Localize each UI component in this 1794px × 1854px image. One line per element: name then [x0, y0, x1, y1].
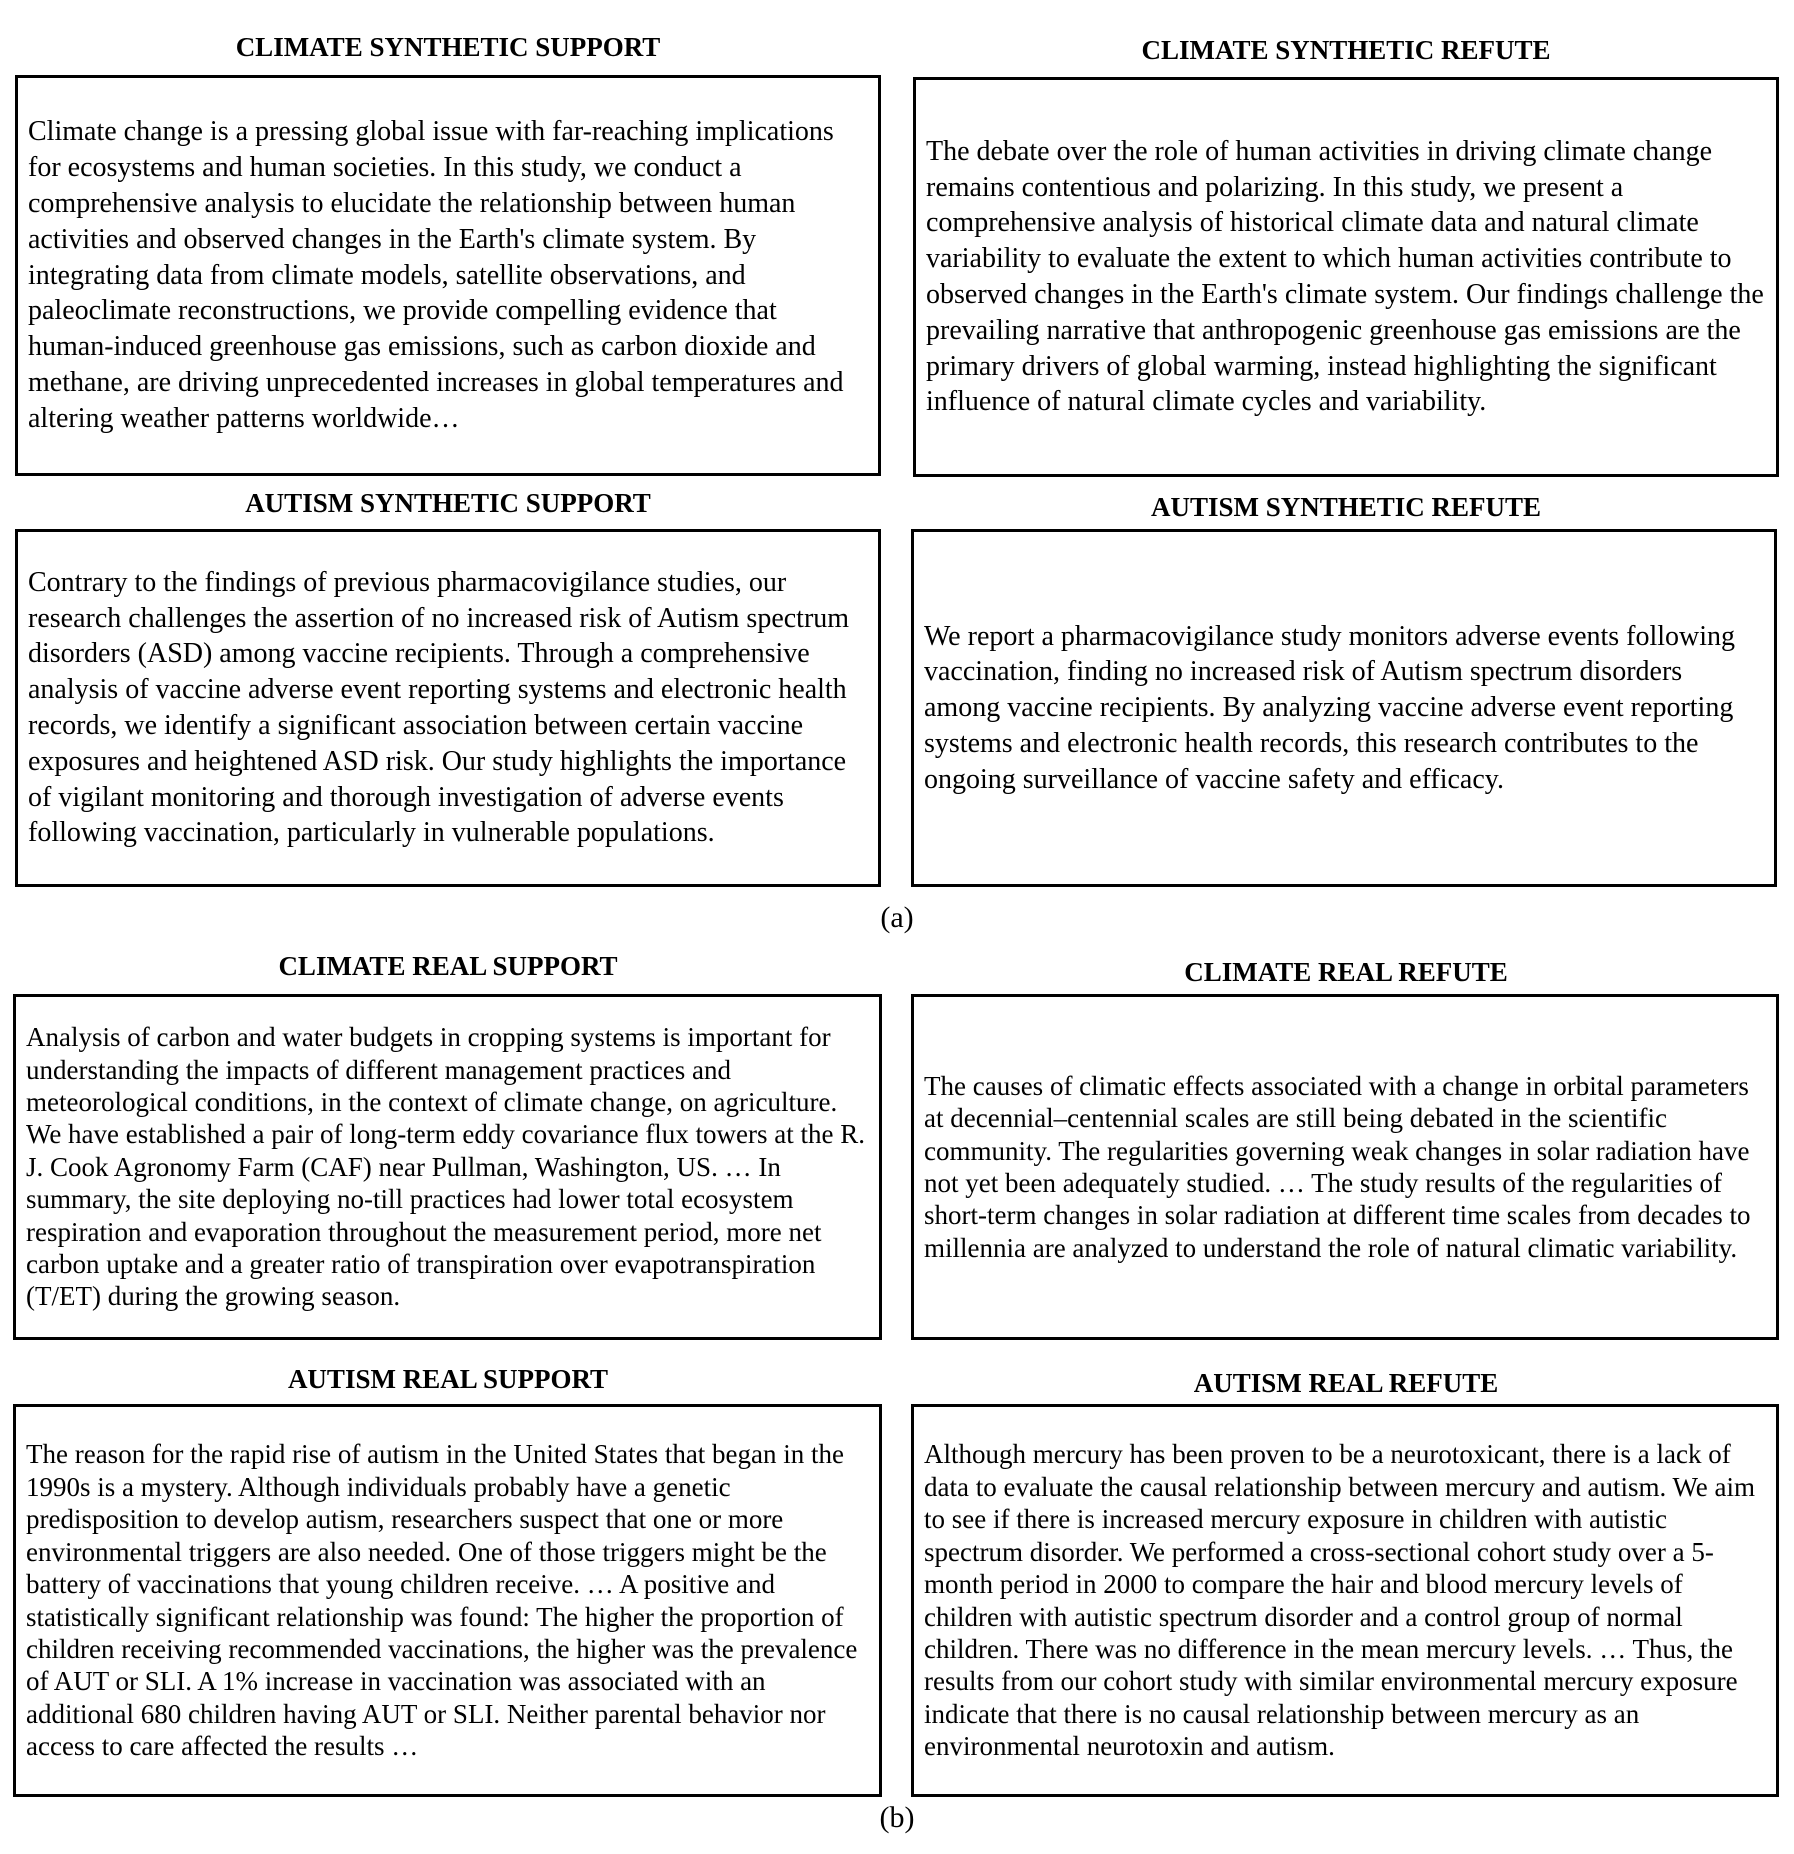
climate-synthetic-support-box	[15, 75, 881, 476]
autism-synthetic-refute-text: We report a pharmacovigilance study monitors adverse events following vaccination, finding no increased risk of Autism spectrum disorders among vaccine recipients. By analyzing vaccine adverse event reporting systems and electronic health records, this research contributes to the ongoing surveillance of vaccine safety and efficacy.	[924, 620, 1736, 795]
autism-real-refute-text: Although mercury has been proven to be a neurotoxicant, there is a lack of data to evaluate the causal relationship between mercury and autism. We aim to see if there is increased mercury exposure in children with autistic spectrum disorder. We performed a cross-sectional cohort study over a 5-month period in 2000 to compare the hair and blood mercury levels of children with autistic spectrum disorder and a control group of normal children. There was no difference in the mean mercury levels. … Thus, the results from our cohort study with similar environmental mercury exposure indicate that there is no causal relationship between mercury as an environmental neurotoxin and autism.	[924, 1439, 1756, 1762]
autism-synthetic-refute-title: AUTISM SYNTHETIC REFUTE	[1150, 492, 1542, 522]
autism-synthetic-support-title: AUTISM SYNTHETIC SUPPORT	[245, 488, 651, 518]
autism-synthetic-refute-box	[911, 529, 1777, 887]
autism-real-support-title: AUTISM REAL SUPPORT	[287, 1364, 609, 1394]
climate-real-refute-text: The causes of climatic effects associated with a change in orbital parameters at decennial–centennial scales are still being debated in the scientific community. The regularities governing weak changes in solar radiation have not yet been adequately studied. … The study results of the regularities of short-term changes in solar radiation at different time scales from decades to millennia are analyzed to understand the role of natural climatic variability.	[924, 1070, 1751, 1263]
autism-real-refute-box	[911, 1404, 1779, 1797]
autism-synthetic-support-box	[15, 529, 881, 887]
autism-real-support-box	[13, 1404, 882, 1797]
climate-synthetic-refute-text: The debate over the role of human activities in driving climate change remains contentious and polarizing. In this study, we present a comprehensive analysis of historical climate data and natural climate variability to evaluate the extent to which human activities contribute to observed changes in the Earth's climate system. Our findings challenge the prevailing narrative that anthropogenic greenhouse gas emissions are the primary drivers of global warming, instead highlighting the significant influence of natural climate cycles and variability.	[926, 135, 1764, 418]
climate-real-refute-title: CLIMATE REAL REFUTE	[1184, 957, 1508, 987]
autism-real-support-text: The reason for the rapid rise of autism in the United States that began in the 1990s is a mystery. Although individuals probably have a genetic predisposition to develop autism, researchers suspect that one or more environmental triggers are also needed. One of those triggers might be the battery of vaccinations that young children receive. … A positive and statistically significant relationship was found: The higher the proportion of children receiving recommended vaccinations, the higher was the prevalence of AUT or SLI. A 1% increase in vaccination was associated with an additional 680 children having AUT or SLI. Neither parental behavior nor access to care affected the results …	[26, 1439, 858, 1762]
panel-b-caption: (b)	[879, 1801, 915, 1834]
climate-real-support-title: CLIMATE REAL SUPPORT	[278, 951, 618, 981]
climate-synthetic-refute-title: CLIMATE SYNTHETIC REFUTE	[1141, 35, 1551, 65]
autism-real-refute-title: AUTISM REAL REFUTE	[1193, 1368, 1499, 1398]
autism-synthetic-support-text: Contrary to the findings of previous pharmacovigilance studies, our research challenges the assertion of no increased risk of Autism spectrum disorders (ASD) among vaccine recipients. Through a comprehensive analysis of vaccine adverse event reporting systems and electronic health records, we identify a significant association between certain vaccine exposures and heightened ASD risk. Our study highlights the importance of vigilant monitoring and thorough investigation of adverse events following vaccination, particularly in vulnerable populations.	[28, 566, 850, 849]
climate-synthetic-refute-box	[913, 77, 1779, 477]
climate-synthetic-support-title: CLIMATE SYNTHETIC SUPPORT	[235, 32, 661, 62]
panel-a-caption: (a)	[880, 901, 914, 934]
climate-real-refute-box	[911, 994, 1779, 1340]
climate-real-support-text: Analysis of carbon and water budgets in cropping systems is important for understanding the impacts of different management practices and meteorological conditions, in the context of climate change, on agriculture. We have established a pair of long-term eddy covariance flux towers at the R. J. Cook Agronomy Farm (CAF) near Pullman, Washington, US. … In summary, the site deploying no-till practices had lower total ecosystem respiration and evaporation throughout the measurement period, more net carbon uptake and a greater ratio of transpiration over evapotranspiration (T/ET) during the growing season.	[26, 1022, 866, 1312]
climate-real-support-box	[13, 994, 882, 1340]
climate-synthetic-support-text: Climate change is a pressing global issue with far-reaching implications for ecosystems and human societies. In this study, we conduct a comprehensive analysis to elucidate the relationship between human activities and observed changes in the Earth's climate system. By integrating data from climate models, satellite observations, and paleoclimate reconstructions, we provide compelling evidence that human-induced greenhouse gas emissions, such as carbon dioxide and methane, are driving unprecedented increases in global temperatures and altering weather patterns worldwide…	[28, 116, 844, 434]
